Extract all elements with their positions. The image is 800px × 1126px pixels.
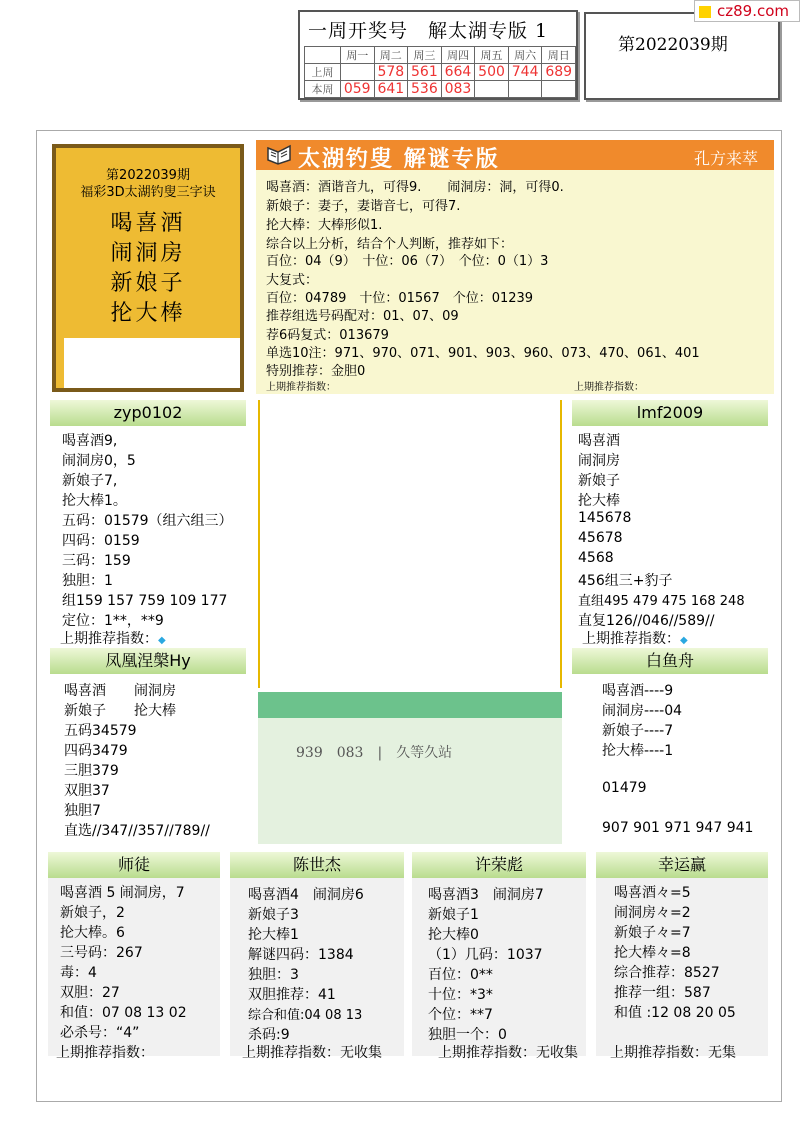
panel-footer: 上期推荐指数：无收集 xyxy=(242,1045,382,1061)
draw-number xyxy=(508,81,542,98)
list-item: 抡大棒々=8 xyxy=(614,945,691,961)
riddle-line: 特别推荐：金胆0 xyxy=(266,364,366,379)
list-item: 毒：4 xyxy=(60,965,97,981)
list-item: 四码3479 xyxy=(64,743,128,759)
riddle-header xyxy=(256,140,774,170)
draw-number: 500 xyxy=(475,64,509,81)
baiyu-title: 白鱼舟 xyxy=(572,648,768,674)
draw-number xyxy=(340,64,374,81)
list-item: （1）几码：1037 xyxy=(428,947,543,963)
shitu-title: 师徒 xyxy=(48,852,220,878)
list-item: 杀码:9 xyxy=(248,1027,290,1043)
list-item: 新娘子 xyxy=(578,473,620,489)
riddle-title: 太湖钓叟 解谜专版 xyxy=(298,146,500,172)
poster-period: 第2022039期 xyxy=(106,168,190,183)
list-item: 新娘子，2 xyxy=(60,905,125,921)
list-item: 抡大棒0 xyxy=(428,927,479,943)
draw-number xyxy=(542,81,576,98)
chen-panel xyxy=(230,852,404,1061)
list-item: 喝喜酒 闹洞房 xyxy=(64,683,176,699)
riddle-line: 抡大棒：大棒形似1. xyxy=(266,218,383,233)
draw-number: 689 xyxy=(542,64,576,81)
list-item: 新娘子 抡大棒 xyxy=(64,703,176,719)
day-header: 周五 xyxy=(475,47,509,64)
list-item: 十位：*3* xyxy=(428,987,493,1003)
footer-label: 上期推荐指数： xyxy=(582,631,680,647)
riddle-line: 大复式： xyxy=(266,273,319,288)
list-item: 喝喜酒4 闹洞房6 xyxy=(248,887,364,903)
table-row xyxy=(305,81,576,98)
day-header: 周六 xyxy=(508,47,542,64)
list-item: 独胆7 xyxy=(64,803,101,819)
list-item: 抡大棒。6 xyxy=(60,925,125,941)
riddle-footer-right: 上期推荐指数： xyxy=(574,382,644,393)
list-item: 直选//347//357//789// xyxy=(64,823,210,839)
list-item: 喝喜酒3 闹洞房7 xyxy=(428,887,544,903)
riddle-panel xyxy=(256,140,774,394)
period-panel xyxy=(584,12,780,100)
zyp-title: zyp0102 xyxy=(50,400,246,426)
riddle-line: 百位：04（9） 十位：06（7） 个位：0（1）3 xyxy=(266,254,549,269)
list-item: 抡大棒 xyxy=(578,493,620,509)
draw-number: 744 xyxy=(508,64,542,81)
draw-number: 641 xyxy=(374,81,408,98)
list-item: 直复126//046//589// xyxy=(578,613,715,629)
list-item: 抡大棒----1 xyxy=(602,743,674,759)
period-number: 第2022039期 xyxy=(618,35,728,55)
draw-number: 578 xyxy=(374,64,408,81)
riddle-line: 综合以上分析，结合个人判断，推荐如下： xyxy=(266,237,514,252)
riddle-line: 荐6码复式：013679 xyxy=(266,328,389,343)
list-item: 闹洞房 xyxy=(578,453,620,469)
list-item: 抡大棒1。 xyxy=(62,493,127,509)
list-item: 闹洞房々=2 xyxy=(614,905,691,921)
row-label: 本周 xyxy=(305,81,341,98)
logo-text: cz89.com xyxy=(717,2,790,20)
panel-footer: 上期推荐指数：无集 xyxy=(610,1045,736,1061)
fenghuang-panel xyxy=(50,648,246,844)
list-item: 五码：01579（组六组三） xyxy=(62,513,233,529)
shitu-panel xyxy=(48,852,220,1061)
list-item: 喝喜酒9, xyxy=(62,433,118,449)
panel-footer xyxy=(582,628,692,648)
draw-number xyxy=(475,81,509,98)
list-item: 新娘子7, xyxy=(62,473,118,489)
list-item: 百位：0** xyxy=(428,967,493,983)
diamond-icon: ◆ xyxy=(680,635,688,646)
baiyu-panel xyxy=(572,648,768,844)
list-item: 和值：07 08 13 02 xyxy=(60,1005,187,1021)
xu-panel xyxy=(412,852,586,1061)
panel-footer xyxy=(60,628,170,648)
list-item: 907 901 971 947 941 xyxy=(602,820,754,836)
logo-square-icon xyxy=(699,6,711,18)
list-item: 四码：0159 xyxy=(62,533,140,549)
list-item: 解谜四码：1384 xyxy=(248,947,354,963)
site-logo[interactable] xyxy=(694,0,800,22)
list-item: 和值 :12 08 20 05 xyxy=(614,1005,736,1021)
list-item: 闹洞房----04 xyxy=(602,703,683,719)
day-header: 周四 xyxy=(441,47,475,64)
list-item: 喝喜酒 5 闹洞房，7 xyxy=(60,885,185,901)
lmf-panel xyxy=(572,400,768,646)
weekly-draw-title: 一周开奖号 解太湖专版 1 xyxy=(308,20,549,42)
list-item: 双胆37 xyxy=(64,783,110,799)
list-item: 推荐一组：587 xyxy=(614,985,711,1001)
center-green-bar xyxy=(258,692,562,718)
xingyun-panel xyxy=(596,852,768,1061)
list-item: 独胆一个：0 xyxy=(428,1027,507,1043)
riddle-author: 孔方来萃 xyxy=(693,149,758,168)
day-header: 周日 xyxy=(542,47,576,64)
list-item: 新娘子1 xyxy=(428,907,479,923)
list-item: 三胆379 xyxy=(64,763,119,779)
list-item: 必杀号：“4” xyxy=(60,1025,140,1041)
list-item: 直组495 479 475 168 248 xyxy=(578,594,745,609)
draw-number: 664 xyxy=(441,64,475,81)
list-item: 双胆推荐：41 xyxy=(248,987,336,1003)
list-item: 组159 157 759 109 177 xyxy=(62,593,228,609)
poster-subtitle: 福彩3D太湖钓叟三字诀 xyxy=(80,185,216,200)
poster-blank xyxy=(64,338,240,388)
diamond-icon: ◆ xyxy=(158,635,166,646)
chen-title: 陈世杰 xyxy=(230,852,404,878)
day-header: 周二 xyxy=(374,47,408,64)
list-item: 五码34579 xyxy=(64,723,137,739)
list-item: 4568 xyxy=(578,550,614,566)
list-item: 三码：159 xyxy=(62,553,131,569)
book-icon xyxy=(266,144,292,166)
list-item: 喝喜酒----9 xyxy=(602,683,674,699)
list-item: 456组三+豹子 xyxy=(578,573,673,589)
poster-line: 喝喜酒 xyxy=(110,211,186,236)
xingyun-title: 幸运赢 xyxy=(596,852,768,878)
weekly-draw-panel xyxy=(298,10,578,100)
list-item: 闹洞房0，5 xyxy=(62,453,136,469)
poster-panel xyxy=(52,144,244,392)
list-item: 综合和值:04 08 13 xyxy=(248,1008,363,1023)
riddle-line: 单选10注：971、970、071、901、903、960、073、470、061、401 xyxy=(266,346,700,361)
list-item: 新娘子----7 xyxy=(602,723,674,739)
zyp-panel xyxy=(50,400,246,646)
draw-number: 059 xyxy=(340,81,374,98)
riddle-line: 百位：04789 十位：01567 个位：01239 xyxy=(266,291,534,306)
table-row xyxy=(305,47,576,64)
weekly-draw-table xyxy=(304,46,576,98)
list-item: 独胆：3 xyxy=(248,967,299,983)
list-item: 01479 xyxy=(602,780,647,796)
center-result-text: 939 083 | 久等久站 xyxy=(296,745,453,761)
draw-number: 536 xyxy=(408,81,442,98)
list-item: 新娘子3 xyxy=(248,907,299,923)
list-item: 新娘子々=7 xyxy=(614,925,691,941)
list-item: 个位：**7 xyxy=(428,1007,493,1023)
list-item: 独胆：1 xyxy=(62,573,113,589)
row-label: 上周 xyxy=(305,64,341,81)
list-item: 定位：1**，**9 xyxy=(62,613,164,629)
list-item: 三号码：267 xyxy=(60,945,143,961)
riddle-line: 新娘子：妻子，妻谐音七，可得7. xyxy=(266,199,461,214)
lmf-title: lmf2009 xyxy=(572,400,768,426)
table-row xyxy=(305,64,576,81)
list-item: 喝喜酒 xyxy=(578,433,620,449)
footer-label: 上期推荐指数： xyxy=(60,631,158,647)
list-item: 145678 xyxy=(578,510,632,526)
riddle-line: 喝喜酒：酒谐音九，可得9. 闹洞房：洞，可得0. xyxy=(266,180,564,195)
day-header: 周一 xyxy=(340,47,374,64)
list-item: 45678 xyxy=(578,530,623,546)
day-header: 周三 xyxy=(408,47,442,64)
riddle-line: 推荐组选号码配对：01、07、09 xyxy=(266,309,459,324)
fenghuang-title: 凤凰涅槃Hy xyxy=(50,648,246,674)
panel-footer: 上期推荐指数：无收集 xyxy=(438,1045,578,1061)
xu-title: 许荣彪 xyxy=(412,852,586,878)
center-blank-panel xyxy=(258,400,562,688)
list-item: 抡大棒1 xyxy=(248,927,299,943)
poster-line: 新娘子 xyxy=(110,271,186,296)
list-item: 喝喜酒々=5 xyxy=(614,885,691,901)
panel-footer: 上期推荐指数： xyxy=(56,1045,154,1061)
center-result-panel xyxy=(258,718,562,844)
draw-number: 083 xyxy=(441,81,475,98)
poster-line: 闹洞房 xyxy=(110,241,186,266)
poster-line: 抡大棒 xyxy=(110,301,186,326)
list-item: 综合推荐：8527 xyxy=(614,965,720,981)
riddle-footer-left: 上期推荐指数： xyxy=(266,382,336,393)
list-item: 双胆：27 xyxy=(60,985,120,1001)
draw-number: 561 xyxy=(408,64,442,81)
